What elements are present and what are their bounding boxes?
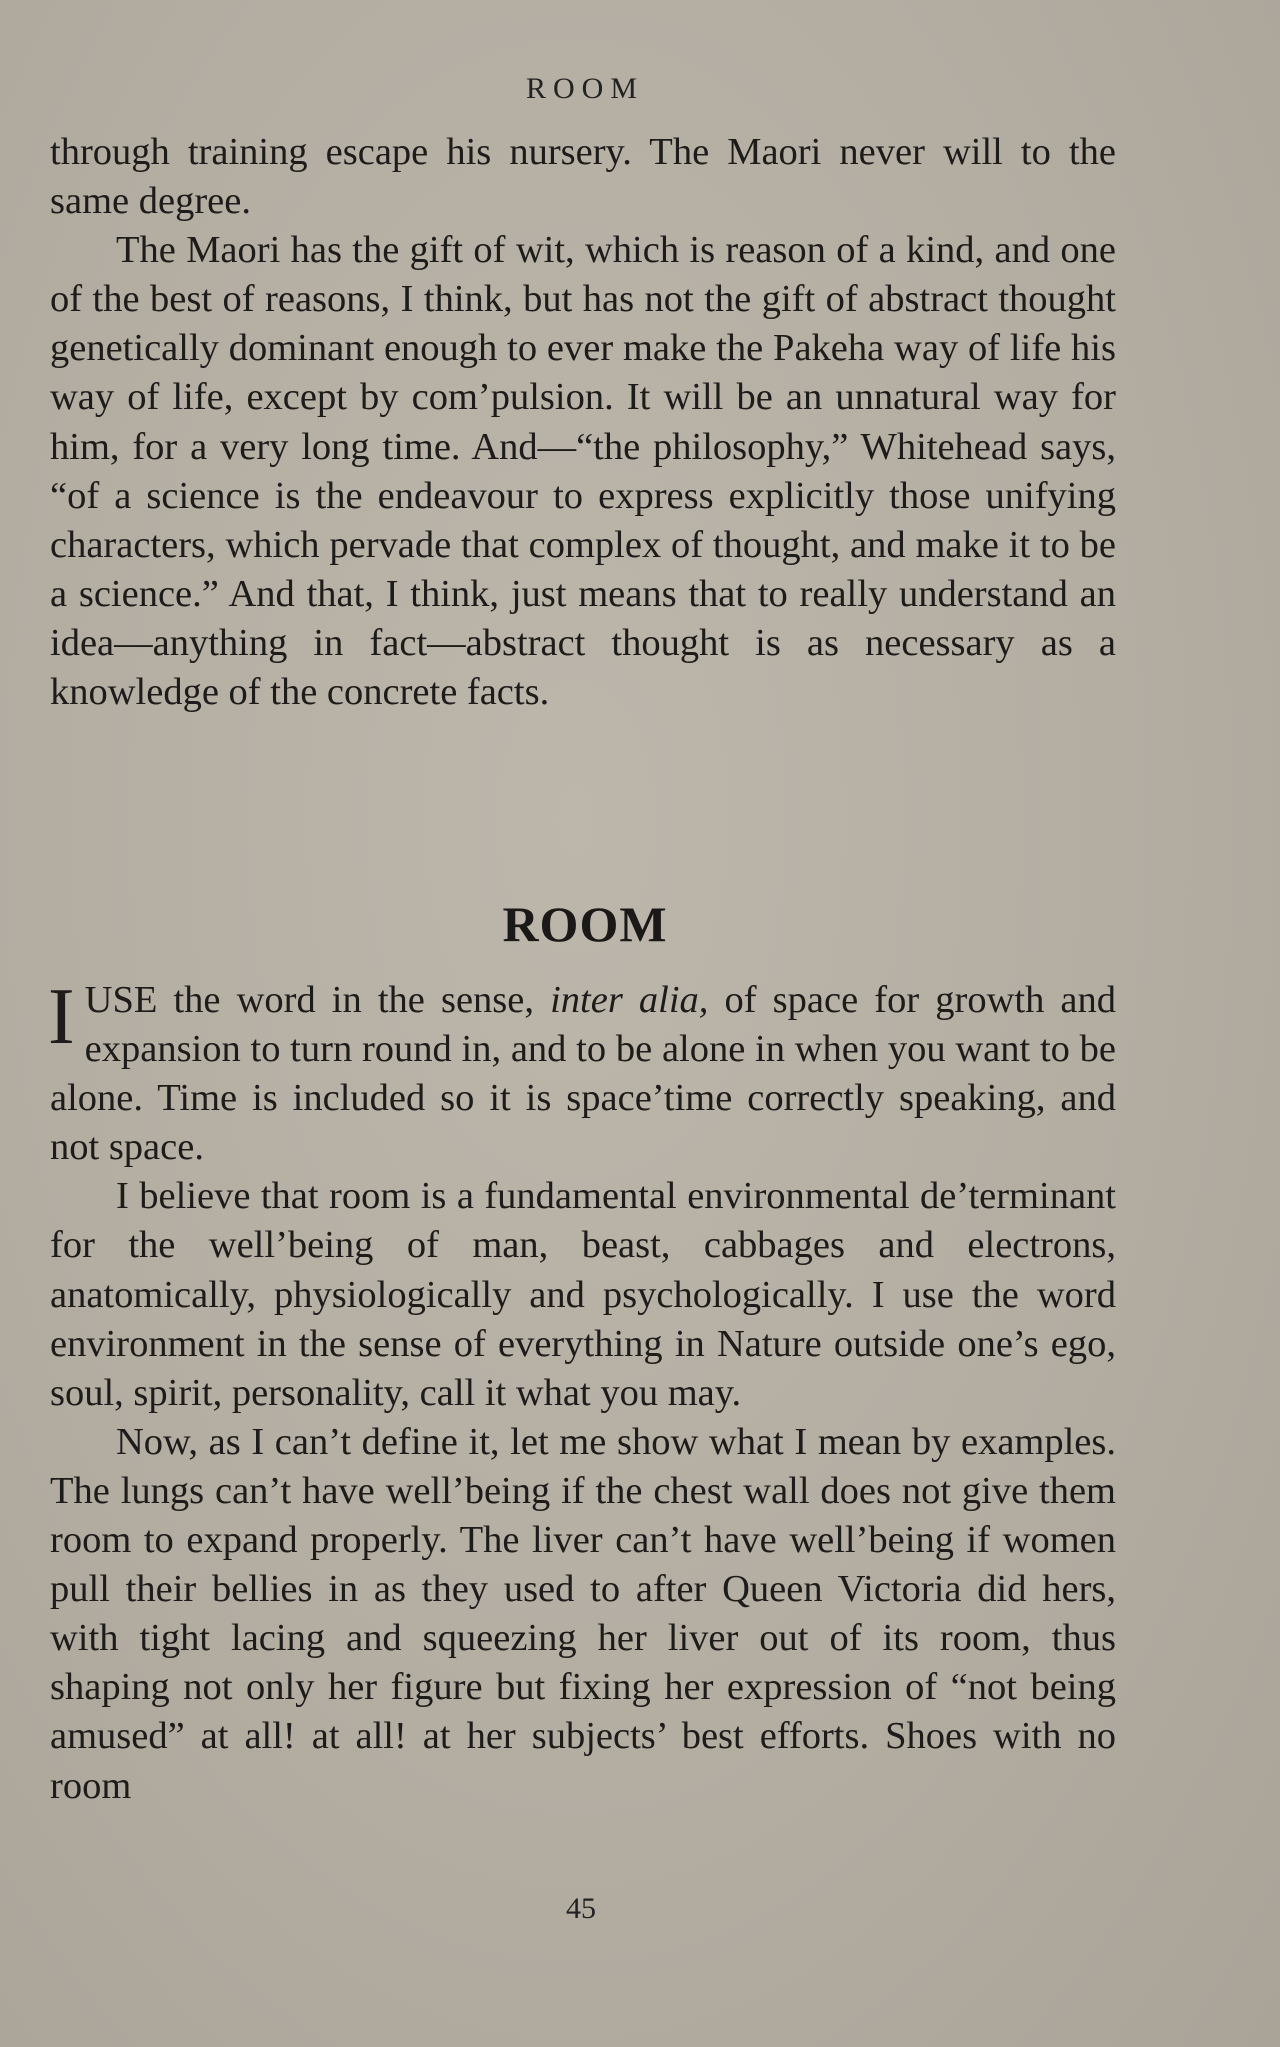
- paragraph-examples: Now, as I can’t define it, let me show what I mean by examples. The lungs can’t have well’being if the chest wall does not give them room to expand properly. The liver can’t have well’being if women pull their bellies in as they used to after Queen Victoria did hers, with tight lacing and squeezing her liver out of its room, thus shaping not only her figure but fixing her expression of “not being amused” at all! at all! at her subjects’ best efforts. Shoes with no room: [50, 1420, 1116, 1807]
- room-text-block: [48, 973, 1117, 1811]
- paragraph-room-definition: [48, 973, 1117, 1172]
- paragraph-environmental-determinant: I believe that room is a fundamental environmental de’terminant for the well’being of man, beast, cabbages and electrons, anatomically, physiologically and psychologically. I use the word environment in the sense of everything in Nature outside one’s ego, soul, spirit, personality, call it what you may.: [50, 1175, 1116, 1414]
- paragraph-continued: through training escape his nursery. The Maori never will to the same degree.: [50, 131, 1116, 223]
- drop-cap: I: [48, 973, 75, 1061]
- running-head: ROOM: [525, 72, 644, 105]
- section-title: ROOM: [502, 896, 668, 952]
- paragraph-room-definition-end: of space for growth and expansion to turn round in, and to be alone in when you want to be alone. Time is included so it is space’time correctly speaking, and not space.: [50, 979, 1117, 1169]
- continued-text-block: [50, 128, 1116, 717]
- latin-phrase: inter alia,: [550, 979, 709, 1021]
- paragraph-room-definition-start: USE the word in the sense,: [84, 979, 551, 1021]
- paragraph-maori-wit: The Maori has the gift of wit, which is reason of a kind, and one of the best of reasons, I think, but has not the gift of abstract thought genetically dominant enough to ever make the Pakeha way of life his way of life, except by com’pulsion. It will be an unnatural way for him, for a very long time. And—“the philosophy,” Whitehead says, “of a science is the endeavour to express explicitly those unifying characters, which pervade that complex of thought, and make it to be a science.” And that, I think, just means that to really understand an idea—anything in fact—abstract thought is as necessary as a knowledge of the concrete facts.: [50, 229, 1116, 714]
- page-number: 45: [566, 1892, 596, 1925]
